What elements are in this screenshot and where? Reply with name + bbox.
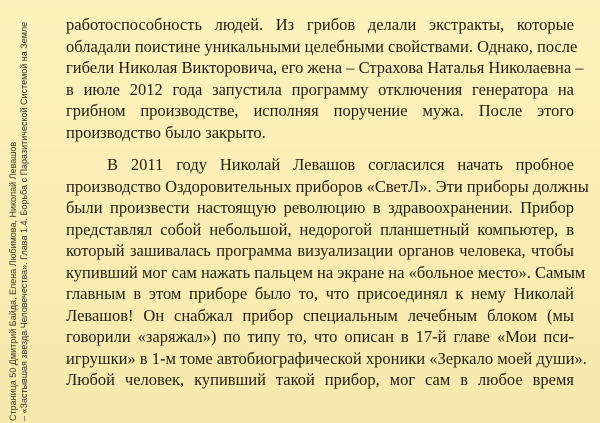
text-line: Левашов! Он снабжал прибор специальным лечебным блоком (мы — [66, 305, 574, 325]
text-line: в июле 2012 года запустила программу отключения генератора на — [66, 79, 574, 99]
side-running-header — [8, 1, 32, 421]
text-line: производство Оздоровительных приборов «СветЛ». Эти приборы должны — [66, 176, 589, 196]
text-line: были произвести настоящую революцию в здравоохранении. Прибор — [66, 198, 574, 217]
text-line: производство было закрыто. — [66, 122, 266, 142]
text-line: говорили «заряжал») по типу то, что описан в 17-й главе «Мои пси- — [66, 327, 574, 346]
text-line: работоспособность людей. Из грибов делали экстракты, которые — [66, 15, 574, 34]
side-caption-line-1: Страница 50 Дмитрий Байда, Елена Любимова, Николай Левашов — [8, 141, 18, 421]
side-caption-line-2: – «Застывшая звезда Человечества». Глава 1.4. Борьба с Паразитической Системой на Земле — [19, 21, 29, 421]
text-line: который зашивалась программа визуализации органов человека, чтобы — [66, 241, 574, 260]
body-text — [66, 14, 589, 391]
text-line: Любой человек, купивший такой прибор, мог сам в любое время — [66, 370, 574, 389]
text-line: главным в этом приборе было то, что присоединял к нему Николай — [66, 284, 574, 303]
text-line: купивший мог сам нажать пальцем на экране на «больное место». Самым — [66, 262, 586, 282]
paragraph-2 — [66, 154, 589, 391]
text-line: грибном производстве, исполняя поручение мужа. После этого — [66, 101, 574, 120]
text-line: обладали поистине уникальными целебными свойствами. Однако, после — [66, 36, 578, 56]
text-line: игрушки» в 1-м томе автобиографической хроники «Зеркало моей души». — [66, 348, 587, 368]
text-line: представлял собой небольшой, недорогой планшетный компьютер, в — [66, 219, 574, 239]
text-line: В 2011 году Николай Левашов согласился начать пробное — [107, 155, 574, 174]
paragraph-1 — [66, 14, 584, 143]
text-line: гибели Николая Викторовича, его жена – Страхова Наталья Николаевна – — [66, 58, 584, 77]
